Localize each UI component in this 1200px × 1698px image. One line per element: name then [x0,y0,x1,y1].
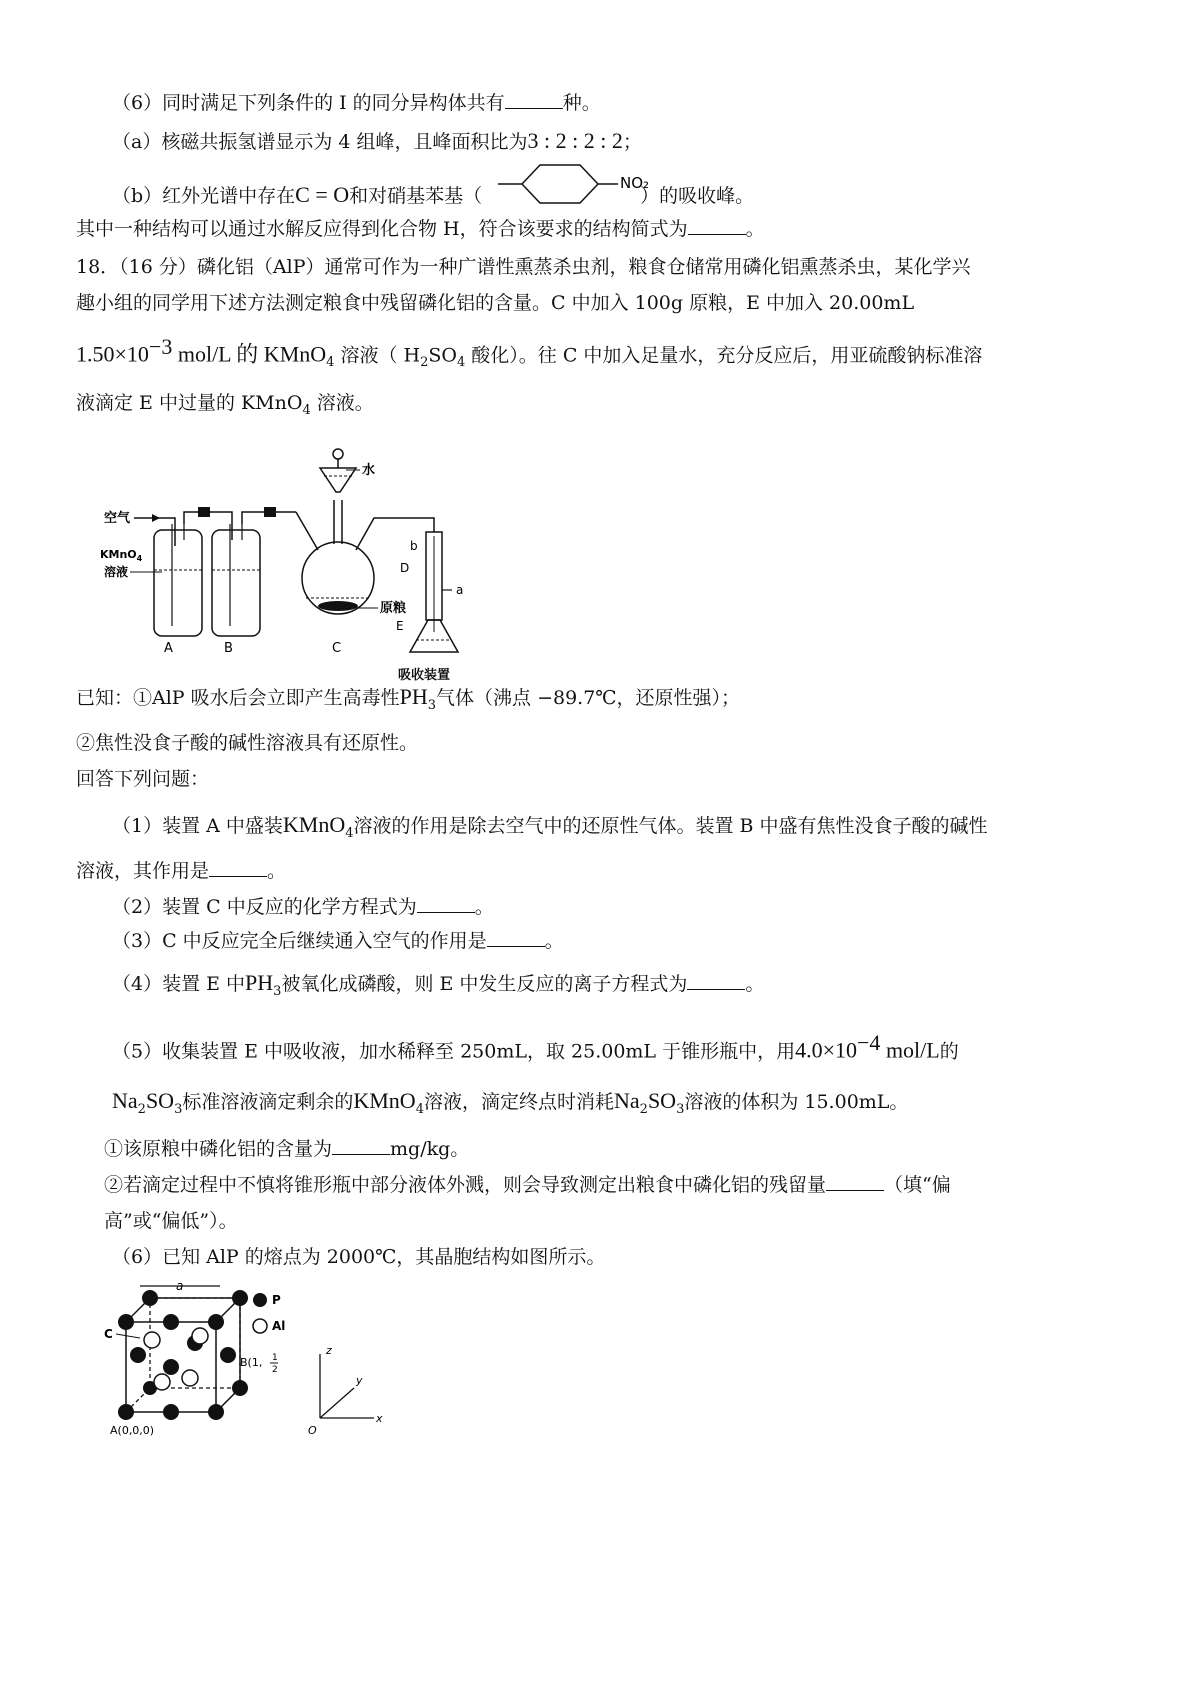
crystal-a-point: A(0,0,0) [110,1424,155,1437]
label-b: B [224,641,233,656]
label-a-port: a [456,583,464,597]
q1-line1: （1）装置 A 中盛装KMnO$_4$溶液的作用是除去空气中的还原性气体。装置 B 中盛有焦性没食子酸的碱性 [112,812,988,841]
answer-blank[interactable] [487,930,545,947]
legend-al-dot [253,1319,267,1333]
al-atoms [144,1328,208,1390]
known-2: ②焦性没食子酸的碱性溶液具有还原性。 [76,732,419,754]
svg-text:z: z [326,1344,332,1357]
svg-text:1: 1 [272,1353,278,1363]
q3: （3）C 中反应完全后继续通入空气的作用是 。 [112,930,564,952]
q4: （4）装置 E 中$PH_3$被氧化成磷酸，则 E 中发生反应的离子方程式为 。 [112,970,765,999]
grain-label: 原粮 [380,601,407,616]
q18-line1: 18．（16 分）磷化铝（AlP）通常可作为一种广谱性熏蒸杀虫剂，粮食仓储常用磷化铝熏蒸杀虫，某化学兴 [76,256,971,278]
q17-6-cond-a: （a）核磁共振氢谱显示为 4 组峰，且峰面积比为3 : 2 : 2 : 2； [112,128,642,153]
q5-i: ①该原粮中磷化铝的含量为 mg/kg。 [104,1138,470,1160]
apparatus-diagram [100,440,520,660]
svg-text:2: 2 [272,1365,278,1375]
answer-blank[interactable] [505,92,563,109]
nitrophenyl-structure [496,158,656,210]
q18-line3: $1.50\times 10^{-3}$ mol/L 的 KMnO$_4$ 溶液（ $H_2SO_4$ 酸化）。往 C 中加入足量水，充分反应后，用亚硫酸钠标准溶 [76,334,983,371]
answer-blank[interactable] [688,218,746,235]
label-c: C [332,641,342,656]
svg-text:O: O [308,1424,317,1437]
known-1: 已知：①AlP 吸水后会立即产生高毒性$PH_3$气体（沸点 −89.7℃，还原性强）； [76,684,741,713]
q17-6-cond-b: （b）红外光谱中存在C = O和对硝基苯基（ ）的吸收峰。 [112,182,755,207]
bottle-a [154,530,202,636]
answer-blank[interactable] [417,896,475,913]
q2: （2）装置 C 中反应的化学方程式为 。 [112,896,494,918]
answer-blank[interactable] [332,1138,390,1155]
bottle-b [212,530,260,636]
q5-line1: （5）收集装置 E 中吸收液，加水稀释至 250mL，取 25.00mL 于锥形瓶中，用$4.0\times 10^{-4}$ mol/L的 [112,1030,959,1063]
q17-6-last: 其中一种结构可以通过水解反应得到化合物 H，符合该要求的结构简式为 。 [76,218,765,240]
answer-blank[interactable] [826,1174,884,1191]
label-b-port: b [410,539,418,553]
absorb-label: 吸收装置 [398,668,451,683]
crystal-structure [100,1278,400,1438]
separatory-funnel [320,468,356,492]
q1-line2: 溶液，其作用是 。 [76,860,287,882]
kmno4-label: KMnO$_4$ [100,548,143,563]
q18-line2: 趣小组的同学用下述方法测定粮食中残留磷化铝的含量。C 中加入 100g 原粮，E 中加入 20.00mL [76,292,915,314]
answer-blank[interactable] [687,973,745,990]
air-label: 空气 [104,511,131,526]
legend-al: Al [272,1319,286,1333]
crystal-c-label: C [104,1327,113,1341]
crystal-a-label: a [176,1279,184,1293]
label-e: E [396,619,404,633]
solution-label: 溶液 [104,565,129,579]
q5-ii-line1: ②若滴定过程中不慎将锥形瓶中部分液体外溅，则会导致测定出粮食中磷化铝的残留量 （填“偏 [104,1174,951,1196]
nitro-label: NO₂ [620,174,650,192]
answer-header: 回答下列问题： [76,768,210,790]
q17-6-stem: （6）同时满足下列条件的 I 的同分异构体共有 种。 [112,92,601,114]
svg-text:y: y [356,1374,363,1387]
q6: （6）已知 AlP 的熔点为 2000℃，其晶胞结构如图所示。 [112,1246,606,1268]
y-axis [320,1388,354,1418]
answer-blank[interactable] [209,860,267,877]
label-a: A [164,641,173,656]
label-d: D [400,561,410,575]
q5-ii-line2: 高”或“偏低”）。 [104,1210,238,1232]
q5-line2: $Na_2SO_3$标准溶液滴定剩余的KMnO$_4$溶液，滴定终点时消耗$Na_2SO_3$溶液的体积为 15.00mL。 [112,1088,909,1117]
water-label: 水 [362,463,376,478]
q18-line4: 液滴定 E 中过量的 KMnO$_4$ 溶液。 [76,392,374,418]
crystal-b-point: B(1, [240,1356,263,1369]
svg-text:x: x [376,1412,383,1425]
legend-p: P [272,1293,281,1307]
legend-p-dot [253,1293,267,1307]
